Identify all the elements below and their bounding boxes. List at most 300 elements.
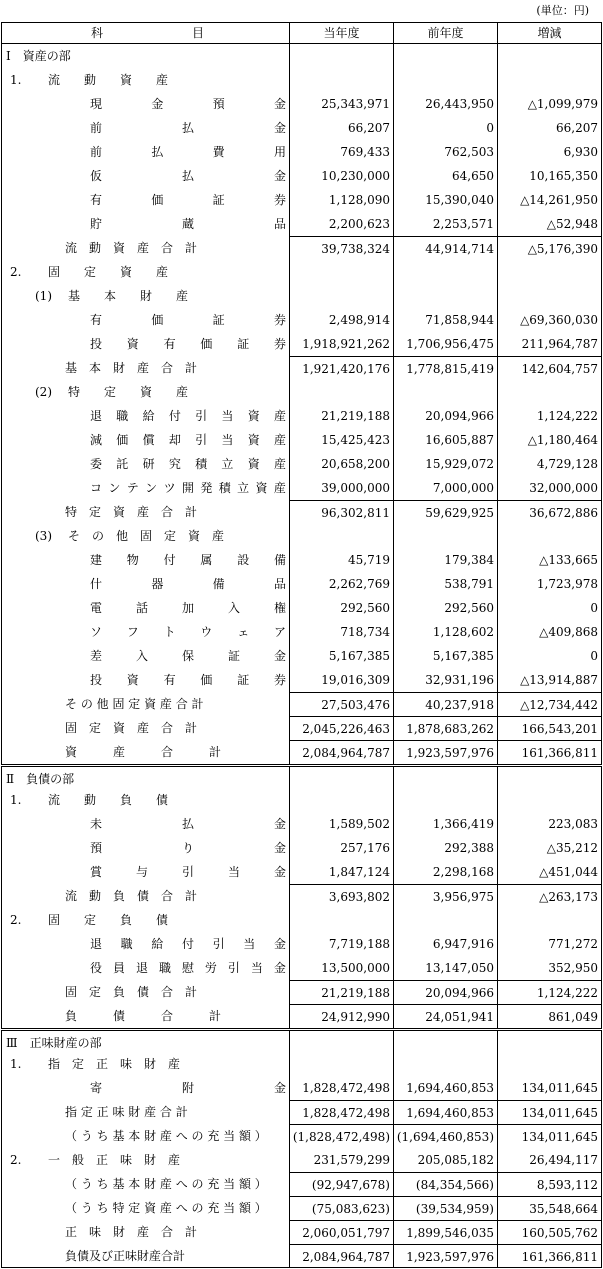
table-row — [1, 68, 602, 92]
previous-year-amount: 538,791 — [394, 572, 498, 596]
account-title-cell — [1, 356, 290, 380]
table-row — [1, 956, 602, 980]
table-row — [1, 620, 602, 644]
table-row — [1, 452, 602, 476]
current-year-amount: 2,084,964,787 — [290, 1244, 394, 1267]
account-title: 有 価 証 券 — [90, 193, 286, 207]
table-row — [1, 260, 602, 284]
table-row — [1, 92, 602, 116]
current-year-amount: 1,589,502 — [290, 812, 394, 836]
account-title: Ⅲ 正味財産の部 — [6, 1036, 102, 1050]
account-title: 委 託 研 究 積 立 資 産 — [90, 457, 286, 471]
account-title-cell — [1, 980, 290, 1004]
balance-sheet-table — [1, 22, 602, 1268]
account-title: 固 定 資 産 — [48, 265, 169, 279]
table-row — [1, 164, 602, 188]
table-row — [1, 1124, 602, 1148]
table-row — [1, 908, 602, 932]
change-amount: △409,868 — [498, 620, 602, 644]
previous-year-amount: 179,384 — [394, 548, 498, 572]
header-previous-year: 前年度 — [394, 23, 498, 43]
current-year-amount: 13,500,000 — [290, 956, 394, 980]
table-row — [1, 1100, 602, 1124]
change-amount: 10,165,350 — [498, 164, 602, 188]
header-subject — [1, 23, 290, 43]
table-row — [1, 668, 602, 692]
current-year-amount: 45,719 — [290, 548, 394, 572]
account-title: Ⅱ 負債の部 — [6, 772, 75, 786]
table-header — [1, 22, 602, 44]
current-year-amount: 21,219,188 — [290, 980, 394, 1004]
current-year-amount: (1,828,472,498) — [290, 1124, 394, 1148]
account-title: そ の 他 固 定 資 産 合 計 — [65, 697, 204, 711]
previous-year-amount: 1,694,460,853 — [394, 1076, 498, 1100]
table-row — [1, 356, 602, 380]
change-amount: 160,505,762 — [498, 1220, 602, 1244]
current-year-amount: 39,000,000 — [290, 476, 394, 500]
change-amount: 211,964,787 — [498, 332, 602, 356]
account-title: 固 定 負 債 — [48, 913, 169, 927]
previous-year-amount: 762,503 — [394, 140, 498, 164]
table-row — [1, 1004, 602, 1028]
table-row — [1, 236, 602, 260]
change-amount: 32,000,000 — [498, 476, 602, 500]
account-title: 預 り 金 — [90, 841, 286, 855]
account-title-cell — [1, 452, 290, 476]
table-body — [1, 44, 602, 1268]
current-year-amount: 7,719,188 — [290, 932, 394, 956]
current-year-amount: 96,302,811 — [290, 500, 394, 524]
previous-year-amount — [394, 1052, 498, 1076]
table-row — [1, 44, 602, 68]
change-amount — [498, 908, 602, 932]
row-number: (3) — [35, 529, 52, 543]
current-year-amount: 15,425,423 — [290, 428, 394, 452]
table-row — [1, 788, 602, 812]
change-amount — [498, 68, 602, 92]
change-amount — [498, 44, 602, 68]
previous-year-amount: 1,778,815,419 — [394, 356, 498, 380]
account-title-cell — [1, 68, 290, 92]
previous-year-amount: (1,694,460,853) — [394, 1124, 498, 1148]
previous-year-amount: 1,923,597,976 — [394, 1244, 498, 1267]
previous-year-amount: 1,366,419 — [394, 812, 498, 836]
change-amount: 352,950 — [498, 956, 602, 980]
previous-year-amount: 1,923,597,976 — [394, 740, 498, 764]
previous-year-amount: 292,560 — [394, 596, 498, 620]
current-year-amount: 27,503,476 — [290, 692, 394, 716]
change-amount: 1,124,222 — [498, 980, 602, 1004]
previous-year-amount: 3,956,975 — [394, 884, 498, 908]
account-title: （ う ち 基 本 財 産 へ の 充 当 額 ） — [65, 1177, 267, 1191]
table-row — [1, 836, 602, 860]
previous-year-amount: 44,914,714 — [394, 236, 498, 260]
account-title-cell — [1, 596, 290, 620]
table-row — [1, 548, 602, 572]
table-row — [1, 812, 602, 836]
account-title: 役 員 退 職 慰 労 引 当 金 — [90, 961, 286, 975]
account-title: 建 物 付 属 設 備 — [90, 553, 286, 567]
table-row — [1, 1172, 602, 1196]
change-amount: 1,124,222 — [498, 404, 602, 428]
account-title: 投 資 有 価 証 券 — [90, 337, 286, 351]
change-amount: 223,083 — [498, 812, 602, 836]
current-year-amount: 19,016,309 — [290, 668, 394, 692]
change-amount: △1,099,979 — [498, 92, 602, 116]
change-amount: 36,672,886 — [498, 500, 602, 524]
account-title-cell — [1, 836, 290, 860]
change-amount: 161,366,811 — [498, 740, 602, 764]
change-amount: 134,011,645 — [498, 1124, 602, 1148]
current-year-amount: 1,128,090 — [290, 188, 394, 212]
current-year-amount: 257,176 — [290, 836, 394, 860]
row-number: (1) — [35, 289, 52, 303]
account-title-cell — [1, 116, 290, 140]
table-row — [1, 332, 602, 356]
table-row — [1, 476, 602, 500]
previous-year-amount — [394, 524, 498, 548]
account-title-cell — [1, 308, 290, 332]
current-year-amount: 292,560 — [290, 596, 394, 620]
previous-year-amount — [394, 1031, 498, 1052]
account-title: 基 本 財 産 合 計 — [65, 361, 198, 375]
table-row — [1, 644, 602, 668]
table-row — [1, 980, 602, 1004]
change-amount: △263,173 — [498, 884, 602, 908]
previous-year-amount: 7,000,000 — [394, 476, 498, 500]
account-title: 資 産 合 計 — [65, 745, 222, 759]
current-year-amount: 5,167,385 — [290, 644, 394, 668]
account-title: 電 話 加 入 権 — [90, 601, 286, 615]
account-title: 現 金 預 金 — [90, 97, 286, 111]
change-amount: 771,272 — [498, 932, 602, 956]
account-title-cell — [1, 788, 290, 812]
account-title-cell — [1, 380, 290, 404]
change-amount: △5,176,390 — [498, 236, 602, 260]
account-title-cell — [1, 860, 290, 884]
current-year-amount: 20,658,200 — [290, 452, 394, 476]
table-row — [1, 692, 602, 716]
current-year-amount: 718,734 — [290, 620, 394, 644]
account-title-cell — [1, 428, 290, 452]
account-title: 指 定 正 味 財 産 合 計 — [65, 1105, 188, 1119]
account-title: 特 定 資 産 合 計 — [65, 505, 198, 519]
previous-year-amount: 0 — [394, 116, 498, 140]
change-amount: 66,207 — [498, 116, 602, 140]
table-row — [1, 428, 602, 452]
account-title: 固 定 負 債 合 計 — [65, 985, 198, 999]
account-title-cell — [1, 1148, 290, 1172]
change-amount — [498, 380, 602, 404]
change-amount — [498, 788, 602, 812]
table-row — [1, 1244, 602, 1268]
current-year-amount: 2,045,226,463 — [290, 716, 394, 740]
account-title-cell — [1, 164, 290, 188]
account-title: 減 価 償 却 引 当 資 産 — [90, 433, 286, 447]
table-row — [1, 1076, 602, 1100]
current-year-amount — [290, 260, 394, 284]
table-row — [1, 524, 602, 548]
current-year-amount — [290, 767, 394, 788]
account-title-cell — [1, 1220, 290, 1244]
change-amount: 0 — [498, 644, 602, 668]
current-year-amount: (75,083,623) — [290, 1196, 394, 1220]
change-amount: 26,494,117 — [498, 1148, 602, 1172]
current-year-amount: 10,230,000 — [290, 164, 394, 188]
table-row — [1, 116, 602, 140]
change-amount: △52,948 — [498, 212, 602, 236]
table-row — [1, 1052, 602, 1076]
row-number: 2. — [10, 265, 22, 279]
account-title-cell — [1, 1244, 290, 1267]
account-title: 賞 与 引 当 金 — [90, 865, 286, 879]
current-year-amount: 2,498,914 — [290, 308, 394, 332]
account-title: 負債及び正味財産合計 — [65, 1249, 186, 1263]
account-title-cell — [1, 812, 290, 836]
account-title: 流 動 資 産 合 計 — [65, 241, 198, 255]
change-amount: △13,914,887 — [498, 668, 602, 692]
current-year-amount: 3,693,802 — [290, 884, 394, 908]
current-year-amount: 24,912,990 — [290, 1004, 394, 1028]
account-title-cell — [1, 1004, 290, 1028]
row-number: 1. — [10, 793, 22, 807]
account-title: 前 払 金 — [90, 121, 286, 135]
current-year-amount: 25,343,971 — [290, 92, 394, 116]
previous-year-amount — [394, 284, 498, 308]
current-year-amount — [290, 908, 394, 932]
table-row — [1, 380, 602, 404]
account-title-cell — [1, 236, 290, 260]
account-title-cell — [1, 188, 290, 212]
account-title: 一 般 正 味 財 産 — [48, 1153, 181, 1167]
account-title: 基 本 財 産 — [68, 289, 189, 303]
account-title-cell — [1, 644, 290, 668]
account-title-cell — [1, 44, 290, 68]
account-title-cell — [1, 716, 290, 740]
previous-year-amount: 24,051,941 — [394, 1004, 498, 1028]
previous-year-amount — [394, 788, 498, 812]
table-row — [1, 212, 602, 236]
header-change: 増減 — [498, 23, 602, 43]
previous-year-amount: 71,858,944 — [394, 308, 498, 332]
current-year-amount: 2,060,051,797 — [290, 1220, 394, 1244]
table-row — [1, 572, 602, 596]
account-title-cell — [1, 572, 290, 596]
account-title-cell — [1, 620, 290, 644]
change-amount — [498, 524, 602, 548]
table-row — [1, 1196, 602, 1220]
change-amount: △451,044 — [498, 860, 602, 884]
account-title-cell — [1, 932, 290, 956]
account-title-cell — [1, 92, 290, 116]
account-title-cell — [1, 767, 290, 788]
account-title: （ う ち 特 定 資 産 へ の 充 当 額 ） — [65, 1201, 267, 1215]
previous-year-amount: (39,534,959) — [394, 1196, 498, 1220]
current-year-amount: 2,262,769 — [290, 572, 394, 596]
change-amount: 166,543,201 — [498, 716, 602, 740]
account-title: 負 債 合 計 — [65, 1009, 222, 1023]
table-row — [1, 716, 602, 740]
previous-year-amount — [394, 260, 498, 284]
header-current-year: 当年度 — [290, 23, 394, 43]
current-year-amount: 1,828,472,498 — [290, 1076, 394, 1100]
previous-year-amount — [394, 380, 498, 404]
account-title: 未 払 金 — [90, 817, 286, 831]
table-row — [1, 500, 602, 524]
account-title-cell — [1, 668, 290, 692]
account-title-cell — [1, 740, 290, 764]
account-title-cell — [1, 140, 290, 164]
account-title: 特 定 資 産 — [68, 385, 189, 399]
change-amount — [498, 260, 602, 284]
account-title: そ の 他 固 定 資 産 — [68, 529, 225, 543]
previous-year-amount: 6,947,916 — [394, 932, 498, 956]
current-year-amount — [290, 1052, 394, 1076]
account-title-cell — [1, 1100, 290, 1124]
table-row — [1, 308, 602, 332]
current-year-amount: 231,579,299 — [290, 1148, 394, 1172]
table-row — [1, 932, 602, 956]
account-title-cell — [1, 260, 290, 284]
change-amount: 861,049 — [498, 1004, 602, 1028]
account-title: （ う ち 基 本 財 産 へ の 充 当 額 ） — [65, 1129, 267, 1143]
account-title: 固 定 資 産 合 計 — [65, 721, 198, 735]
row-number: (2) — [35, 385, 52, 399]
header-subject-char-2: 目 — [192, 26, 205, 40]
row-number: 1. — [10, 1057, 22, 1071]
previous-year-amount: 1,899,546,035 — [394, 1220, 498, 1244]
account-title: 差 入 保 証 金 — [90, 649, 286, 663]
table-row — [1, 764, 602, 788]
change-amount: 161,366,811 — [498, 1244, 602, 1267]
account-title-cell — [1, 1031, 290, 1052]
change-amount: 8,593,112 — [498, 1172, 602, 1196]
account-title: 流 動 負 債 — [48, 793, 169, 807]
previous-year-amount: (84,354,566) — [394, 1172, 498, 1196]
change-amount: 4,729,128 — [498, 452, 602, 476]
previous-year-amount: 59,629,925 — [394, 500, 498, 524]
account-title-cell — [1, 500, 290, 524]
account-title: 什 器 備 品 — [90, 577, 286, 591]
account-title: 流 動 資 産 — [48, 73, 169, 87]
change-amount: △35,212 — [498, 836, 602, 860]
table-row — [1, 1220, 602, 1244]
change-amount: △133,665 — [498, 548, 602, 572]
account-title-cell — [1, 212, 290, 236]
previous-year-amount — [394, 908, 498, 932]
current-year-amount: 66,207 — [290, 116, 394, 140]
row-number: 1. — [10, 73, 22, 87]
account-title-cell — [1, 476, 290, 500]
account-title-cell — [1, 1124, 290, 1148]
current-year-amount — [290, 380, 394, 404]
table-row — [1, 404, 602, 428]
previous-year-amount: 1,128,602 — [394, 620, 498, 644]
change-amount: 142,604,757 — [498, 356, 602, 380]
current-year-amount: 1,918,921,262 — [290, 332, 394, 356]
account-title: コ ン テ ン ツ 開 発 積 立 資 産 — [90, 481, 286, 495]
account-title-cell — [1, 404, 290, 428]
account-title-cell — [1, 692, 290, 716]
table-row — [1, 740, 602, 764]
change-amount: 134,011,645 — [498, 1076, 602, 1100]
table-row — [1, 140, 602, 164]
account-title: ソ フ ト ウ ェ ア — [90, 625, 286, 639]
change-amount — [498, 1031, 602, 1052]
account-title: 有 価 証 券 — [90, 313, 286, 327]
previous-year-amount: 13,147,050 — [394, 956, 498, 980]
current-year-amount: 39,738,324 — [290, 236, 394, 260]
current-year-amount: 2,200,623 — [290, 212, 394, 236]
account-title-cell — [1, 524, 290, 548]
change-amount: 0 — [498, 596, 602, 620]
table-row — [1, 188, 602, 212]
previous-year-amount: 20,094,966 — [394, 980, 498, 1004]
previous-year-amount: 1,706,956,475 — [394, 332, 498, 356]
previous-year-amount: 2,253,571 — [394, 212, 498, 236]
table-row — [1, 860, 602, 884]
account-title: 貯 蔵 品 — [90, 217, 286, 231]
previous-year-amount: 1,694,460,853 — [394, 1100, 498, 1124]
change-amount: 134,011,645 — [498, 1100, 602, 1124]
change-amount: 35,548,664 — [498, 1196, 602, 1220]
account-title: 流 動 負 債 合 計 — [65, 889, 198, 903]
account-title: 前 払 費 用 — [90, 145, 286, 159]
previous-year-amount — [394, 44, 498, 68]
previous-year-amount: 5,167,385 — [394, 644, 498, 668]
account-title: Ⅰ 資産の部 — [6, 49, 71, 63]
change-amount: △14,261,950 — [498, 188, 602, 212]
change-amount: 1,723,978 — [498, 572, 602, 596]
current-year-amount: 1,921,420,176 — [290, 356, 394, 380]
current-year-amount: 21,219,188 — [290, 404, 394, 428]
previous-year-amount: 2,298,168 — [394, 860, 498, 884]
previous-year-amount: 292,388 — [394, 836, 498, 860]
account-title: 退 職 給 付 引 当 金 — [90, 937, 286, 951]
row-number: 2. — [10, 913, 22, 927]
table-row — [1, 1028, 602, 1052]
previous-year-amount: 20,094,966 — [394, 404, 498, 428]
account-title-cell — [1, 956, 290, 980]
account-title: 投 資 有 価 証 券 — [90, 673, 286, 687]
previous-year-amount: 64,650 — [394, 164, 498, 188]
current-year-amount — [290, 1031, 394, 1052]
table-row — [1, 884, 602, 908]
current-year-amount: 769,433 — [290, 140, 394, 164]
change-amount: △69,360,030 — [498, 308, 602, 332]
account-title-cell — [1, 332, 290, 356]
change-amount — [498, 767, 602, 788]
account-title-cell — [1, 1196, 290, 1220]
account-title: 正 味 財 産 合 計 — [65, 1225, 198, 1239]
previous-year-amount: 26,443,950 — [394, 92, 498, 116]
account-title: 寄 附 金 — [90, 1081, 286, 1095]
current-year-amount — [290, 44, 394, 68]
previous-year-amount — [394, 767, 498, 788]
header-subject-char-1: 科 — [91, 26, 104, 40]
row-number: 2. — [10, 1153, 22, 1167]
current-year-amount: 2,084,964,787 — [290, 740, 394, 764]
current-year-amount — [290, 284, 394, 308]
change-amount — [498, 284, 602, 308]
account-title-cell — [1, 1052, 290, 1076]
account-title-cell — [1, 884, 290, 908]
current-year-amount: (92,947,678) — [290, 1172, 394, 1196]
previous-year-amount: 40,237,918 — [394, 692, 498, 716]
change-amount: 6,930 — [498, 140, 602, 164]
change-amount: △12,734,442 — [498, 692, 602, 716]
account-title-cell — [1, 1076, 290, 1100]
